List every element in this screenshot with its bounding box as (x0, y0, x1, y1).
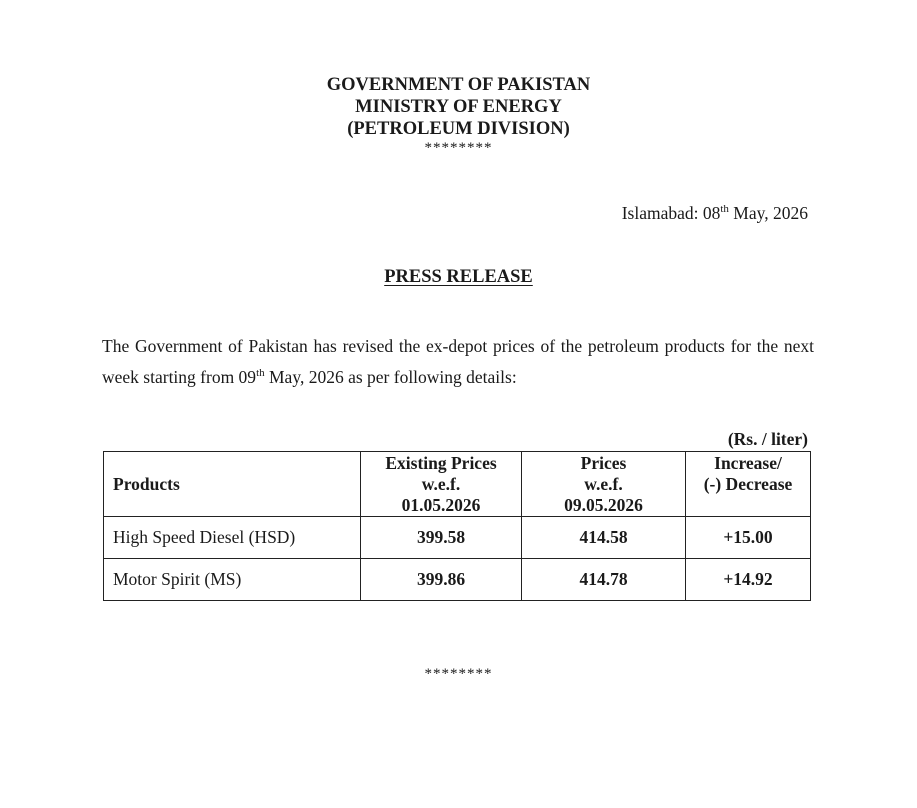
header-existing-line1: Existing Prices (385, 452, 497, 473)
body-paragraph (102, 331, 814, 393)
header-new-line1: Prices (580, 452, 627, 473)
table-row (104, 559, 811, 601)
body-text-part2: May, 2026 as per following details: (264, 367, 517, 387)
letterhead (0, 74, 917, 162)
header-change (686, 452, 811, 517)
press-release-heading (0, 267, 917, 288)
press-release-title: PRESS RELEASE (384, 267, 533, 287)
header-new-line2: w.e.f. (584, 473, 623, 494)
new-price: 414.78 (522, 559, 686, 601)
price-change: +14.92 (686, 559, 811, 601)
header-existing-prices (361, 452, 522, 517)
footer-stars: ******** (424, 666, 493, 682)
header-existing-line3: 01.05.2026 (401, 494, 481, 515)
product-name: Motor Spirit (MS) (104, 559, 361, 601)
existing-price: 399.58 (361, 517, 522, 559)
header-change-line2: (-) Decrease (703, 473, 793, 494)
body-ordinal: th (256, 367, 265, 380)
dateline-ordinal: th (720, 203, 729, 216)
header-existing-line2: w.e.f. (421, 473, 461, 494)
header-stars: ******** (424, 140, 493, 156)
dateline-suffix: May, 2026 (728, 203, 808, 223)
table-row (104, 517, 811, 559)
body-text-part1: The Government of Pakistan has revised the ex-depot prices of the petroleum products for the next week starting from 09 (102, 336, 814, 387)
ministry-title: MINISTRY OF ENERGY (355, 97, 562, 117)
header-change-line1: Increase/ (714, 452, 782, 473)
header-products: Products (104, 452, 361, 517)
new-price: 414.58 (522, 517, 686, 559)
existing-price: 399.86 (361, 559, 522, 601)
government-title: GOVERNMENT OF PAKISTAN (326, 75, 591, 95)
product-name: High Speed Diesel (HSD) (104, 517, 361, 559)
unit-note: (Rs. / liter) (727, 429, 808, 449)
header-new-prices (522, 452, 686, 517)
price-change: +15.00 (686, 517, 811, 559)
dateline-prefix: Islamabad: 08 (621, 203, 721, 223)
dateline (622, 203, 808, 224)
division-title: (PETROLEUM DIVISION) (347, 119, 570, 139)
table-header-row (104, 452, 811, 517)
price-table (103, 451, 811, 601)
header-new-line3: 09.05.2026 (564, 494, 643, 515)
